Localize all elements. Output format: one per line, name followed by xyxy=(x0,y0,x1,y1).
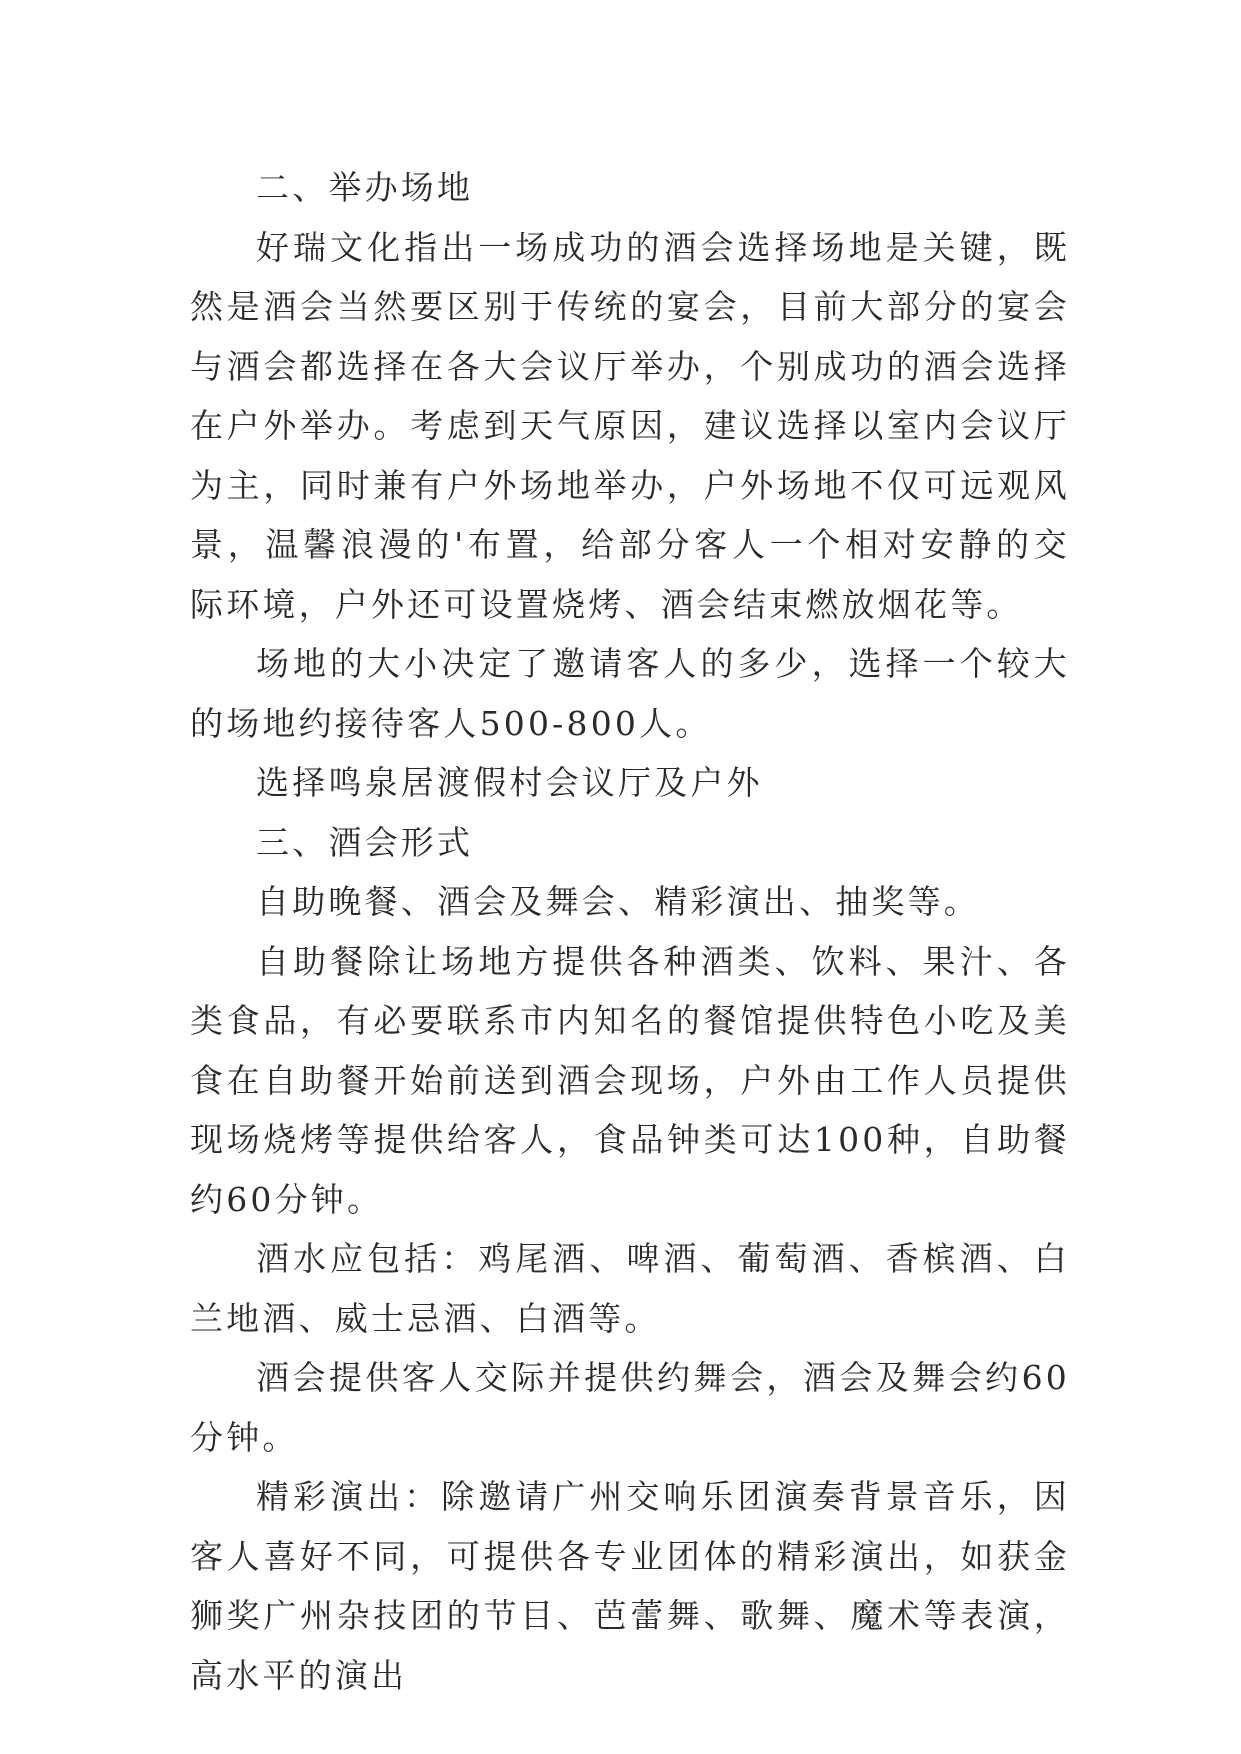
paragraph-format-list: 自助晚餐、酒会及舞会、精彩演出、抽奖等。 xyxy=(256,882,980,921)
section-heading-venue: 二、举办场地 xyxy=(256,168,474,207)
paragraph-performance: 精彩演出：除邀请广州交响乐团演奏背景音乐，因客人喜好不同，可提供各专业团体的精彩演出，如获金狮奖广州杂技团的节目、芭蕾舞、歌舞、魔术等表演，高水平的演出 xyxy=(190,1477,1070,1695)
paragraph-venue-choice: 选择鸣泉居渡假村会议厅及户外 xyxy=(256,763,763,802)
document-body xyxy=(190,158,1070,1705)
paragraph-venue-selection: 好瑞文化指出一场成功的酒会选择场地是关键，既然是酒会当然要区别于传统的宴会，目前大部分的宴会与酒会都选择在各大会议厅举办，个别成功的酒会选择在户外举办。考虑到天气原因，建议选择以室内会议厅为主，同时兼有户外场地举办，户外场地不仅可远观风景，温馨浪漫的'布置，给部分客人一个相对安静的交际环境，户外还可设置烧烤、酒会结束燃放烟花等。 xyxy=(190,227,1070,624)
paragraph-dance: 酒会提供客人交际并提供约舞会，酒会及舞会约60分钟。 xyxy=(190,1358,1070,1457)
section-heading-format: 三、酒会形式 xyxy=(256,822,474,862)
paragraph-drinks: 酒水应包括：鸡尾酒、啤酒、葡萄酒、香槟酒、白兰地酒、威士忌酒、白酒等。 xyxy=(190,1239,1070,1338)
paragraph-buffet: 自助餐除让场地方提供各种酒类、饮料、果汁、各类食品，有必要联系市内知名的餐馆提供特色小吃及美食在自助餐开始前送到酒会现场，户外由工作人员提供现场烧烤等提供给客人，食品钟类可达100种，自助餐约60分钟。 xyxy=(190,941,1070,1219)
paragraph-venue-size: 场地的大小决定了邀请客人的多少，选择一个较大的场地约接待客人500-800人。 xyxy=(190,644,1070,743)
